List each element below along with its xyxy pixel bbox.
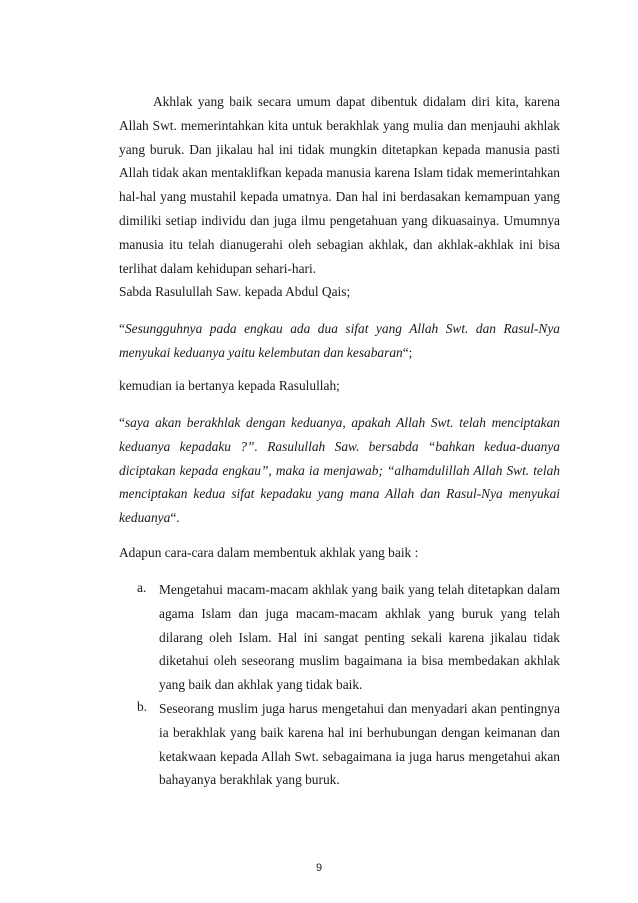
text-line: terlihat dalam kehidupan sehari-hari. (119, 260, 317, 276)
list-line: ketakwaan kepada Allah Swt. sebagaimana ia juga harus mengetahui akan (159, 748, 560, 764)
hadith-quote-2 (119, 411, 560, 530)
text-line: Akhlak yang baik secara umum dapat dibentuk didalam diri kita, karena (153, 94, 560, 109)
list-line: agama Islam dan juga macam-macam akhlak yang buruk yang telah (159, 605, 560, 621)
quote-line: “saya akan berakhlak dengan keduanya, apakah Allah Swt. telah menciptakan (119, 415, 560, 430)
text-line: Allah tidak akan mentaklifkan kepada manusia karena Islam tidak memerintahkan (119, 165, 560, 181)
kemudian-text: kemudian ia bertanya kepada Rasulullah; (119, 378, 340, 393)
hadith-quote-1 (119, 317, 560, 365)
quote-line: menyukai keduanya yaitu kelembutan dan kesabaran“; (119, 344, 413, 360)
list-line: ia berakhlak yang baik karena hal ini berhubungan dengan keimanan dan (159, 724, 560, 740)
paragraph-akhlak (119, 90, 560, 280)
list-line: diketahui oleh seseorang muslim bagaimana ia bisa membedakan akhlak (159, 653, 560, 669)
quote-line: keduanya“. (119, 510, 180, 526)
quote-line: diciptakan kepada engkau”, maka ia menjawab; “alhamdulillah Allah Swt. telah (119, 462, 560, 478)
quote-line: menciptakan kedua sifat kepadaku yang mana Allah dan Rasul-Nya menyukai (119, 486, 560, 502)
list-line: Mengetahui macam-macam akhlak yang baik yang telah ditetapkan dalam (159, 582, 560, 597)
adapun-text: Adapun cara-cara dalam membentuk akhlak yang baik : (119, 545, 419, 560)
list-marker: a. (137, 580, 147, 595)
list-line: yang baik dan akhlak yang tidak baik. (159, 677, 363, 693)
list-marker: b. (137, 699, 148, 714)
list-line: bahayanya berakhlak yang buruk. (159, 772, 340, 788)
list-line: dilarang oleh Islam. Hal ini sangat penting sekali karena jikalau tidak (159, 629, 560, 645)
text-line: manusia itu telah dianugerahi oleh sebagian akhlak, dan akhlak-akhlak ini bisa (119, 236, 560, 252)
sabda-intro: Sabda Rasulullah Saw. kepada Abdul Qais; (119, 284, 351, 299)
quote-line: keduanya kepadaku ?”. Rasulullah Saw. bersabda “bahkan kedua-duanya (119, 438, 560, 454)
page-number: 9 (315, 862, 323, 874)
list-line: Seseorang muslim juga harus mengetahui dan menyadari akan pentingnya (159, 701, 560, 716)
quote-line: “Sesungguhnya pada engkau ada dua sifat yang Allah Swt. dan Rasul-Nya (119, 321, 560, 336)
text-line: yang buruk. Dan jikalau hal ini tidak mungkin ditetapkan kepada manusia pasti (119, 141, 560, 157)
text-line: dimiliki setiap individu dan juga ilmu pengetahuan yang dikuasainya. Umumnya (119, 212, 560, 228)
text-line: Allah Swt. memerintahkan kita untuk berakhlak yang mulia dan menjauhi akhlak (119, 117, 560, 133)
text-line: hal-hal yang mustahil kepada umatnya. Dan hal ini berdasakan kemampuan yang (119, 189, 560, 205)
